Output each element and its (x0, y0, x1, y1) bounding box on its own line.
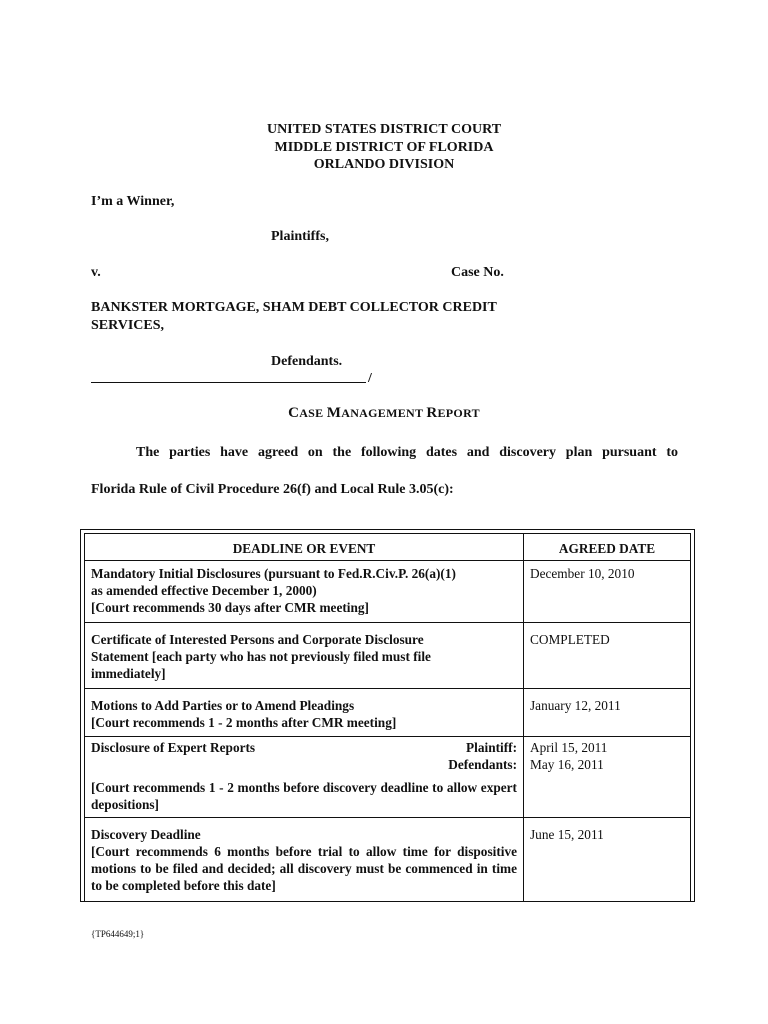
title-c: C (288, 405, 300, 421)
defendant-name-line2: SERVICES, (91, 318, 165, 333)
plaintiff-label: Plaintiff: (466, 740, 517, 755)
event-line: Statement [each party who has not previously filed must file (91, 649, 431, 664)
event-cell (85, 561, 524, 623)
caption-slash: / (368, 371, 372, 386)
expert-reports-note: [Court recommends 1 - 2 months before discovery deadline to allow expert depositions] (91, 780, 517, 812)
plaintiff-name: I’m a Winner, (91, 194, 175, 209)
expert-reports-title: Disclosure of Expert Reports (91, 740, 256, 755)
court-name: UNITED STATES DISTRICT COURT (266, 122, 502, 137)
event-cell (85, 737, 524, 818)
table-row (85, 689, 691, 737)
title-eport: EPORT (437, 406, 480, 420)
date-cell: December 10, 2010 (524, 561, 691, 623)
defendants-label: Defendants. (271, 354, 343, 369)
defendants-label-row: Defendants: (448, 757, 517, 772)
event-cell (85, 689, 524, 737)
document-id-footer: {TP644649;1} (91, 929, 145, 939)
title-ase: ASE (299, 406, 327, 420)
title-m: M (326, 405, 342, 421)
court-district: MIDDLE DISTRICT OF FLORIDA (274, 139, 494, 155)
plaintiff-date: April 15, 2011 (530, 740, 608, 755)
deadlines-table (84, 533, 691, 902)
court-heading (0, 121, 768, 174)
event-cell (85, 818, 524, 902)
court-division: ORLANDO DIVISION (313, 157, 455, 172)
discovery-deadline-note: [Court recommends 6 months before trial to allow time for dispositive motions to be filed and decided; all discovery must be commenced in time to be completed before this date] (91, 844, 517, 893)
date-cell (524, 737, 691, 818)
caption-rule (91, 382, 366, 383)
table-row (85, 561, 691, 623)
event-line: [Court recommends 1 - 2 months after CMR meeting] (91, 715, 397, 730)
event-line: as amended effective December 1, 2000) (91, 583, 317, 598)
event-line: Certificate of Interested Persons and Corporate Disclosure (91, 632, 424, 647)
date-cell: January 12, 2011 (524, 689, 691, 737)
event-line: Mandatory Initial Disclosures (pursuant to Fed.R.Civ.P. 26(a)(1) (91, 566, 456, 581)
date-cell: COMPLETED (524, 623, 691, 689)
title-r: R (426, 405, 438, 421)
event-line: immediately] (91, 666, 166, 681)
defendant-name-line1: BANKSTER MORTGAGE, SHAM DEBT COLLECTOR CREDIT (91, 300, 497, 315)
expert-reports-title-row (91, 739, 517, 756)
case-number-label: Case No. (451, 265, 504, 280)
date-cell: June 15, 2011 (524, 818, 691, 902)
versus-label: v. (91, 265, 101, 280)
intro-line1-text: The parties have agreed on the following dates and discovery plan pursuant to (136, 445, 678, 460)
event-line: [Court recommends 30 days after CMR meeting] (91, 600, 369, 615)
intro-line1 (91, 444, 678, 462)
header-agreed-date: AGREED DATE (524, 534, 691, 561)
table-header-row (85, 534, 691, 561)
event-line: Motions to Add Parties or to Amend Pleadings (91, 698, 355, 713)
defendants-date: May 16, 2011 (530, 757, 604, 772)
table-row (85, 737, 691, 818)
discovery-deadline-title: Discovery Deadline (91, 827, 201, 842)
header-deadline: DEADLINE OR EVENT (85, 534, 524, 561)
table-row (85, 818, 691, 902)
title-anagement: ANAGEMENT (341, 406, 427, 420)
plaintiffs-label: Plaintiffs, (271, 229, 329, 244)
event-cell (85, 623, 524, 689)
intro-line2: Florida Rule of Civil Procedure 26(f) and Local Rule 3.05(c): (91, 482, 454, 497)
report-title (0, 405, 768, 422)
table-row (85, 623, 691, 689)
